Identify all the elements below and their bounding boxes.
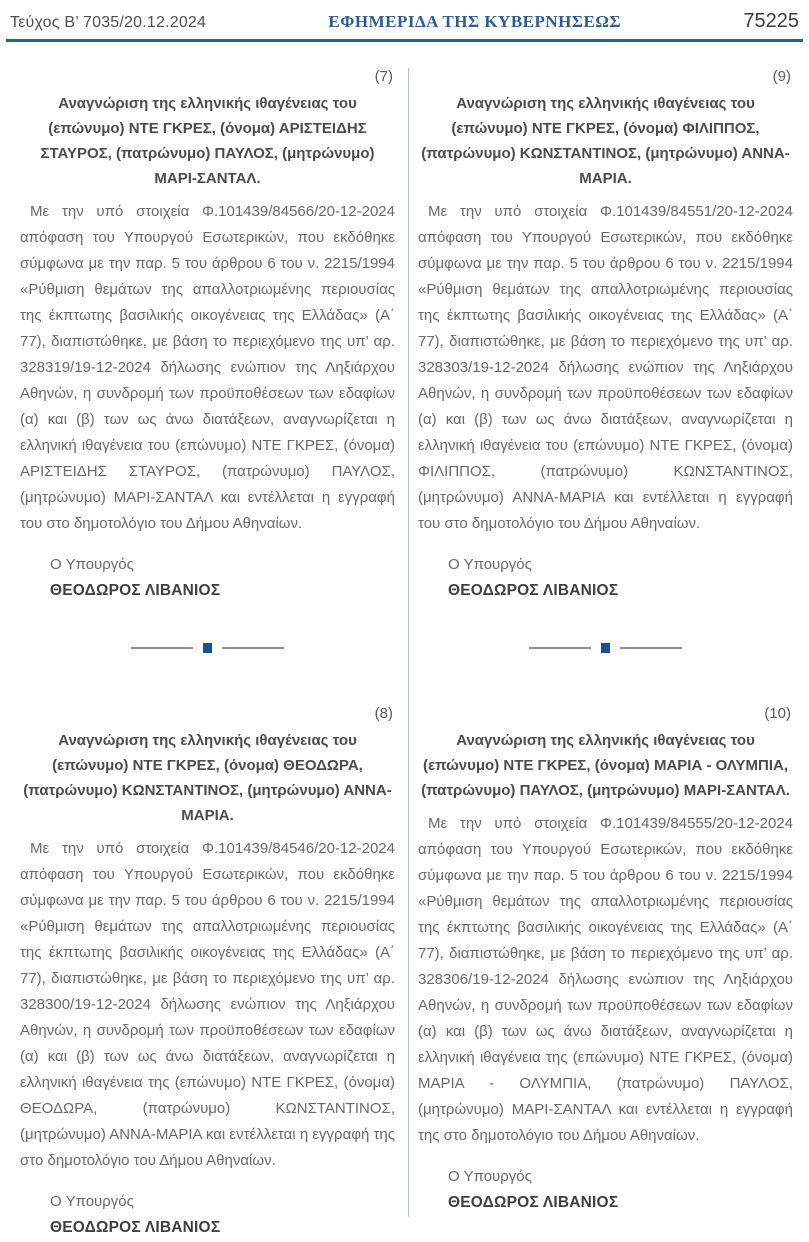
decision-section [20, 66, 395, 605]
decision-section [418, 66, 793, 605]
signature-block [448, 1165, 793, 1217]
section-number: (10) [764, 705, 791, 722]
section-divider [418, 643, 793, 653]
signature-role: Ο Υπουργός [50, 556, 134, 573]
masthead-title: ΕΦΗΜΕΡΙΔΑ ΤΗΣ ΚΥΒΕΡΝΗΣΕΩΣ [328, 12, 622, 31]
section-body: Με την υπό στοιχεία Φ.101439/84555/20-12-2024 απόφαση του Υπουργού Εσωτερικών, που εκδόθηκε σύμφωνα με την παρ. 5 του άρθρου 6 του ν. 2215/1994 «Ρύθμιση θεμάτων της απαλλοτριωμένης περιουσίας της έκπτωτης βασιλικής οικογένειας της Ελλάδας» (Α΄ 77), διαπιστώθηκε, με βάση το περιεχόμενο της υπ’ αρ. 328306/19-12-2024 δήλωσης ενώπιον της Ληξιάρχου Αθηνών, η συνδρομή των προϋποθέσεων των εδαφίων (α) και (β) των ως άνω διατάξεων, αναγνωρίζεται η ελληνική ιθαγένεια της (επώνυμο) ΝΤΕ ΓΚΡΕΣ, (όνομα) ΜΑΡΙΑ - ΟΛΥΜΠΙΑ, (πατρώνυμο) ΠΑΥΛΟΣ, (μητρώνυμο) ΜΑΡΙ-ΣΑΝΤΑΛ και εντέλλεται η εγγραφή της στο δημοτολόγιο του Δήμου Αθηναίων. [418, 815, 793, 1144]
signature-role: Ο Υπουργός [50, 1193, 134, 1210]
divider-square-icon [601, 643, 610, 653]
content-columns [0, 42, 809, 1236]
signature-name: ΘΕΟΔΩΡΟΣ ΛΙΒΑΝΙΟΣ [448, 582, 619, 599]
signature-block [50, 553, 395, 605]
signature-name: ΘΕΟΔΩΡΟΣ ΛΙΒΑΝΙΟΣ [448, 1194, 619, 1211]
divider-square-icon [203, 643, 212, 653]
section-number: (7) [374, 68, 393, 85]
issue-label: Τεύχος Β’ 7035/20.12.2024 [10, 14, 207, 31]
section-body: Με την υπό στοιχεία Φ.101439/84551/20-12-2024 απόφαση του Υπουργού Εσωτερικών, που εκδόθηκε σύμφωνα με την παρ. 5 του άρθρου 6 του ν. 2215/1994 «Ρύθμιση θεμάτων της απαλλοτριωμένης περιουσίας της έκπτωτης βασιλικής οικογένειας της Ελλάδας» (Α΄ 77), διαπιστώθηκε, με βάση το περιεχόμενο της υπ’ αρ. 328303/19-12-2024 δήλωσης ενώπιον της Ληξιάρχου Αθηνών, η συνδρομή των προϋποθέσεων των εδαφίων (α) και (β) των ως άνω διατάξεων, αναγνωρίζεται η ελληνική ιθαγένεια του (επώνυμο) ΝΤΕ ΓΚΡΕΣ, (όνομα) ΦΙΛΙΠΠΟΣ, (πατρώνυμο) ΚΩΝΣΤΑΝΤΙΝΟΣ, (μητρώνυμο) ΑΝΝΑ-ΜΑΡΙΑ και εντέλλεται η εγγραφή του στο δημοτολόγιο του Δήμου Αθηναίων. [418, 203, 793, 532]
divider-line [529, 647, 591, 649]
signature-block [50, 1190, 395, 1242]
section-title: Αναγνώριση της ελληνικής ιθαγένειας του (επώνυμο) ΝΤΕ ΓΚΡΕΣ, (όνομα) ΜΑΡΙΑ - ΟΛΥΜΠΙΑ, (πατρώνυμο) ΠΑΥΛΟΣ, (μητρώνυμο) ΜΑΡΙ-ΣΑΝΤΑΛ. [421, 732, 790, 799]
decision-section [418, 703, 793, 1217]
page-number: 75225 [743, 10, 799, 32]
divider-line [131, 647, 193, 649]
column-divider-line [408, 68, 409, 1217]
section-divider [20, 643, 395, 653]
section-number: (8) [374, 705, 393, 722]
section-body: Με την υπό στοιχεία Φ.101439/84566/20-12-2024 απόφαση του Υπουργού Εσωτερικών, που εκδόθηκε σύμφωνα με την παρ. 5 του άρθρου 6 του ν. 2215/1994 «Ρύθμιση θεμάτων της απαλλοτριωμένης περιουσίας της έκπτωτης βασιλικής οικογένειας της Ελλάδας» (Α΄ 77), διαπιστώθηκε, με βάση το περιεχόμενο της υπ’ αρ. 328319/19-12-2024 δήλωσης ενώπιον της Ληξιάρχου Αθηνών, η συνδρομή των προϋποθέσεων των εδαφίων (α) και (β) των ως άνω διατάξεων, αναγνωρίζεται η ελληνική ιθαγένεια του (επώνυμο) ΝΤΕ ΓΚΡΕΣ, (όνομα) ΑΡΙΣΤΕΙΔΗΣ ΣΤΑΥΡΟΣ, (πατρώνυμο) ΠΑΥΛΟΣ, (μητρώνυμο) ΜΑΡΙ-ΣΑΝΤΑΛ και εντέλλεται η εγγραφή του στο δημοτολόγιο του Δήμου Αθηναίων. [20, 203, 395, 532]
signature-role: Ο Υπουργός [448, 1168, 532, 1185]
right-column [418, 64, 793, 1217]
signature-name: ΘΕΟΔΩΡΟΣ ΛΙΒΑΝΙΟΣ [50, 582, 221, 599]
signature-name: ΘΕΟΔΩΡΟΣ ΛΙΒΑΝΙΟΣ [50, 1219, 221, 1236]
signature-block [448, 553, 793, 605]
page-header [0, 0, 809, 39]
section-body: Με την υπό στοιχεία Φ.101439/84546/20-12-2024 απόφαση του Υπουργού Εσωτερικών, που εκδόθηκε σύμφωνα με την παρ. 5 του άρθρου 6 του ν. 2215/1994 «Ρύθμιση θεμάτων της απαλλοτριωμένης περιουσίας της έκπτωτης βασιλικής οικογένειας της Ελλάδας» (Α΄ 77), διαπιστώθηκε, με βάση το περιεχόμενο της υπ’ αρ. 328300/19-12-2024 δήλωσης ενώπιον της Ληξιάρχου Αθηνών, η συνδρομή των προϋποθέσεων των εδαφίων (α) και (β) των ως άνω διατάξεων, αναγνωρίζεται η ελληνική ιθαγένεια της (επώνυμο) ΝΤΕ ΓΚΡΕΣ, (όνομα) ΘΕΟΔΩΡΑ, (πατρώνυμο) ΚΩΝΣΤΑΝΤΙΝΟΣ, (μητρώνυμο) ΑΝΝΑ-ΜΑΡΙΑ και εντέλλεται η εγγραφή της στο δημοτολόγιο του Δήμου Αθηναίων. [20, 840, 395, 1169]
decision-section [20, 703, 395, 1242]
divider-line [620, 647, 682, 649]
section-title: Αναγνώριση της ελληνικής ιθαγένειας του (επώνυμο) ΝΤΕ ΓΚΡΕΣ, (όνομα) ΘΕΟΔΩΡΑ, (πατρώνυμο) ΚΩΝΣΤΑΝΤΙΝΟΣ, (μητρώνυμο) ΑΝΝΑ-ΜΑΡΙΑ. [23, 732, 392, 824]
section-number: (9) [772, 68, 791, 85]
section-title: Αναγνώριση της ελληνικής ιθαγένειας του (επώνυμο) ΝΤΕ ΓΚΡΕΣ, (όνομα) ΑΡΙΣΤΕΙΔΗΣ ΣΤΑΥΡΟΣ, (πατρώνυμο) ΠΑΥΛΟΣ, (μητρώνυμο) ΜΑΡΙ-ΣΑΝΤΑΛ. [40, 95, 375, 187]
divider-line [222, 647, 284, 649]
left-column [20, 64, 395, 1236]
section-title: Αναγνώριση της ελληνικής ιθαγένειας του (επώνυμο) ΝΤΕ ΓΚΡΕΣ, (όνομα) ΦΙΛΙΠΠΟΣ, (πατρώνυμο) ΚΩΝΣΤΑΝΤΙΝΟΣ, (μητρώνυμο) ΑΝΝΑ-ΜΑΡΙΑ. [421, 95, 790, 187]
signature-role: Ο Υπουργός [448, 556, 532, 573]
